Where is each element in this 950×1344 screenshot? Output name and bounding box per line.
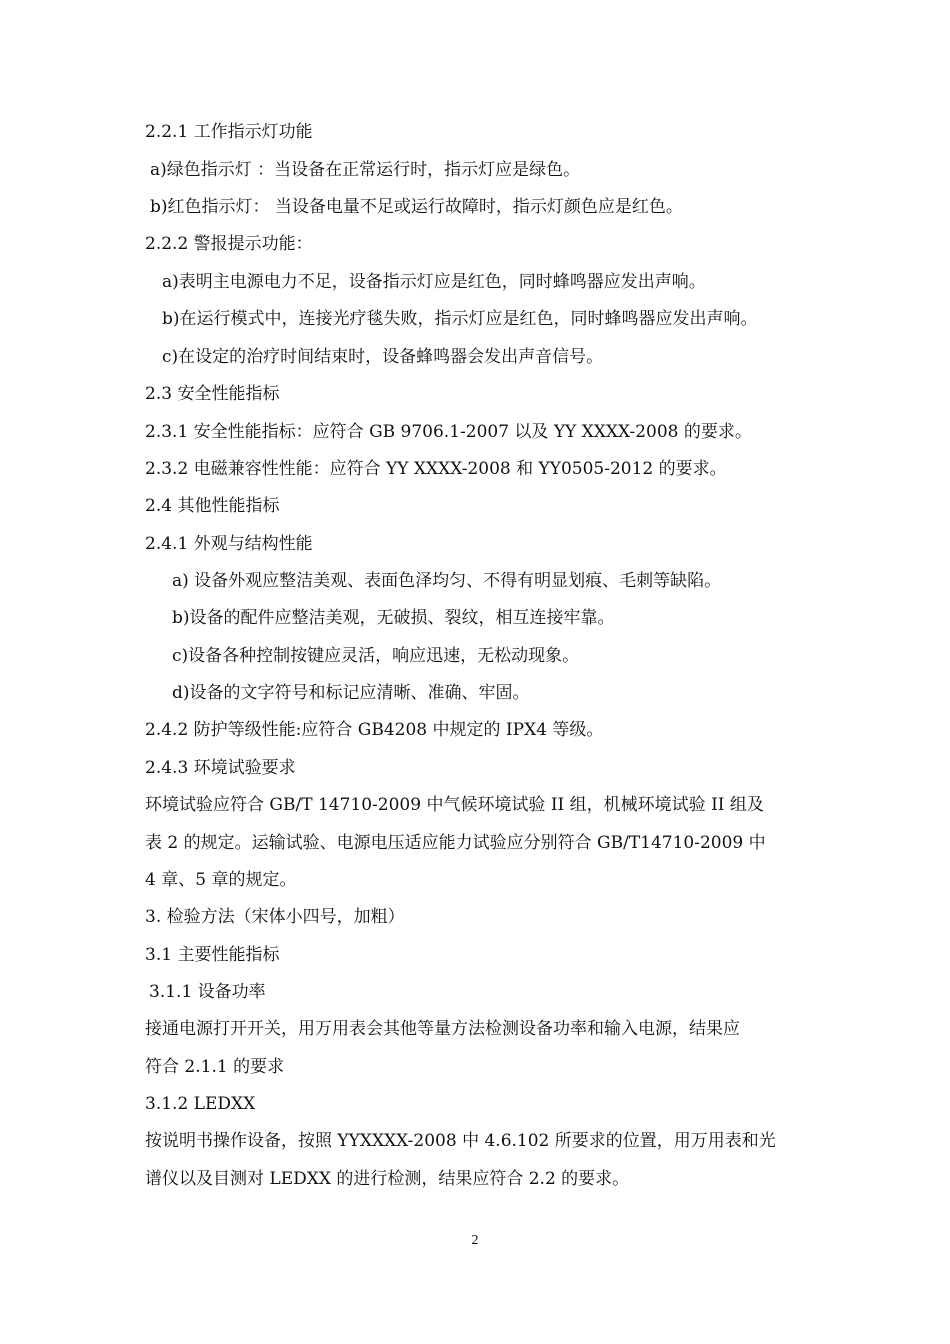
heading-3-1: 3.1 主要性能指标 (145, 945, 280, 965)
text-line: 4 章、5 章的规定。 (145, 870, 297, 890)
text-line: a)绿色指示灯 ：当设备在正常运行时，指示灯应是绿色。 (150, 160, 581, 180)
text-line: 2.3.1 安全性能指标：应符合 GB 9706.1-2007 以及 YY XXXX-2008 的要求。 (145, 422, 752, 442)
heading-2-4: 2.4 其他性能指标 (145, 496, 280, 516)
text-line: a)表明主电源电力不足，设备指示灯应是红色，同时蜂鸣器应发出声响。 (162, 272, 706, 292)
text-line: b)红色指示灯： 当设备电量不足或运行故障时，指示灯颜色应是红色。 (150, 197, 683, 217)
text-line: 接通电源打开开关，用万用表会其他等量方法检测设备功率和输入电源，结果应 (145, 1019, 740, 1039)
text-line: c)设备各种控制按键应灵活，响应迅速，无松动现象。 (172, 646, 580, 666)
text-line: 谱仪以及目测对 LEDXX 的进行检测，结果应符合 2.2 的要求。 (145, 1169, 630, 1189)
text-line: c)在设定的治疗时间结束时，设备蜂鸣器会发出声音信号。 (162, 347, 604, 367)
heading-3: 3. 检验方法（宋体小四号，加粗） (145, 907, 405, 927)
text-line: 表 2 的规定。运输试验、电源电压适应能力试验应分别符合 GB/T14710-2009 中 (145, 833, 766, 853)
text-line: 2.3.2 电磁兼容性性能：应符合 YY XXXX-2008 和 YY0505-2012 的要求。 (145, 459, 727, 479)
heading-2-2-2: 2.2.2 警报提示功能： (145, 234, 313, 254)
text-line: b)设备的配件应整洁美观，无破损、裂纹，相互连接牢靠。 (172, 608, 615, 628)
heading-2-2-1: 2.2.1 工作指示灯功能 (145, 122, 313, 142)
text-line: 2.4.2 防护等级性能:应符合 GB4208 中规定的 IPX4 等级。 (145, 720, 604, 740)
text-line: a) 设备外观应整洁美观、表面色泽均匀、不得有明显划痕、毛刺等缺陷。 (172, 571, 722, 591)
heading-3-1-1: 3.1.1 设备功率 (149, 982, 266, 1002)
page-number: 2 (471, 1233, 479, 1248)
heading-2-3: 2.3 安全性能指标 (145, 384, 280, 404)
heading-3-1-2: 3.1.2 LEDXX (145, 1094, 256, 1114)
heading-2-4-1: 2.4.1 外观与结构性能 (145, 534, 313, 554)
heading-2-4-3: 2.4.3 环境试验要求 (145, 758, 296, 778)
text-line: d)设备的文字符号和标记应清晰、准确、牢固。 (172, 683, 530, 703)
text-line: b)在运行模式中，连接光疗毯失败，指示灯应是红色，同时蜂鸣器应发出声响。 (162, 309, 758, 329)
text-line: 按说明书操作设备，按照 YYXXXX-2008 中 4.6.102 所要求的位置，用万用表和光 (145, 1131, 776, 1151)
text-line: 环境试验应符合 GB/T 14710-2009 中气候环境试验 II 组，机械环境试验 II 组及 (145, 795, 764, 815)
text-line: 符合 2.1.1 的要求 (145, 1057, 285, 1077)
